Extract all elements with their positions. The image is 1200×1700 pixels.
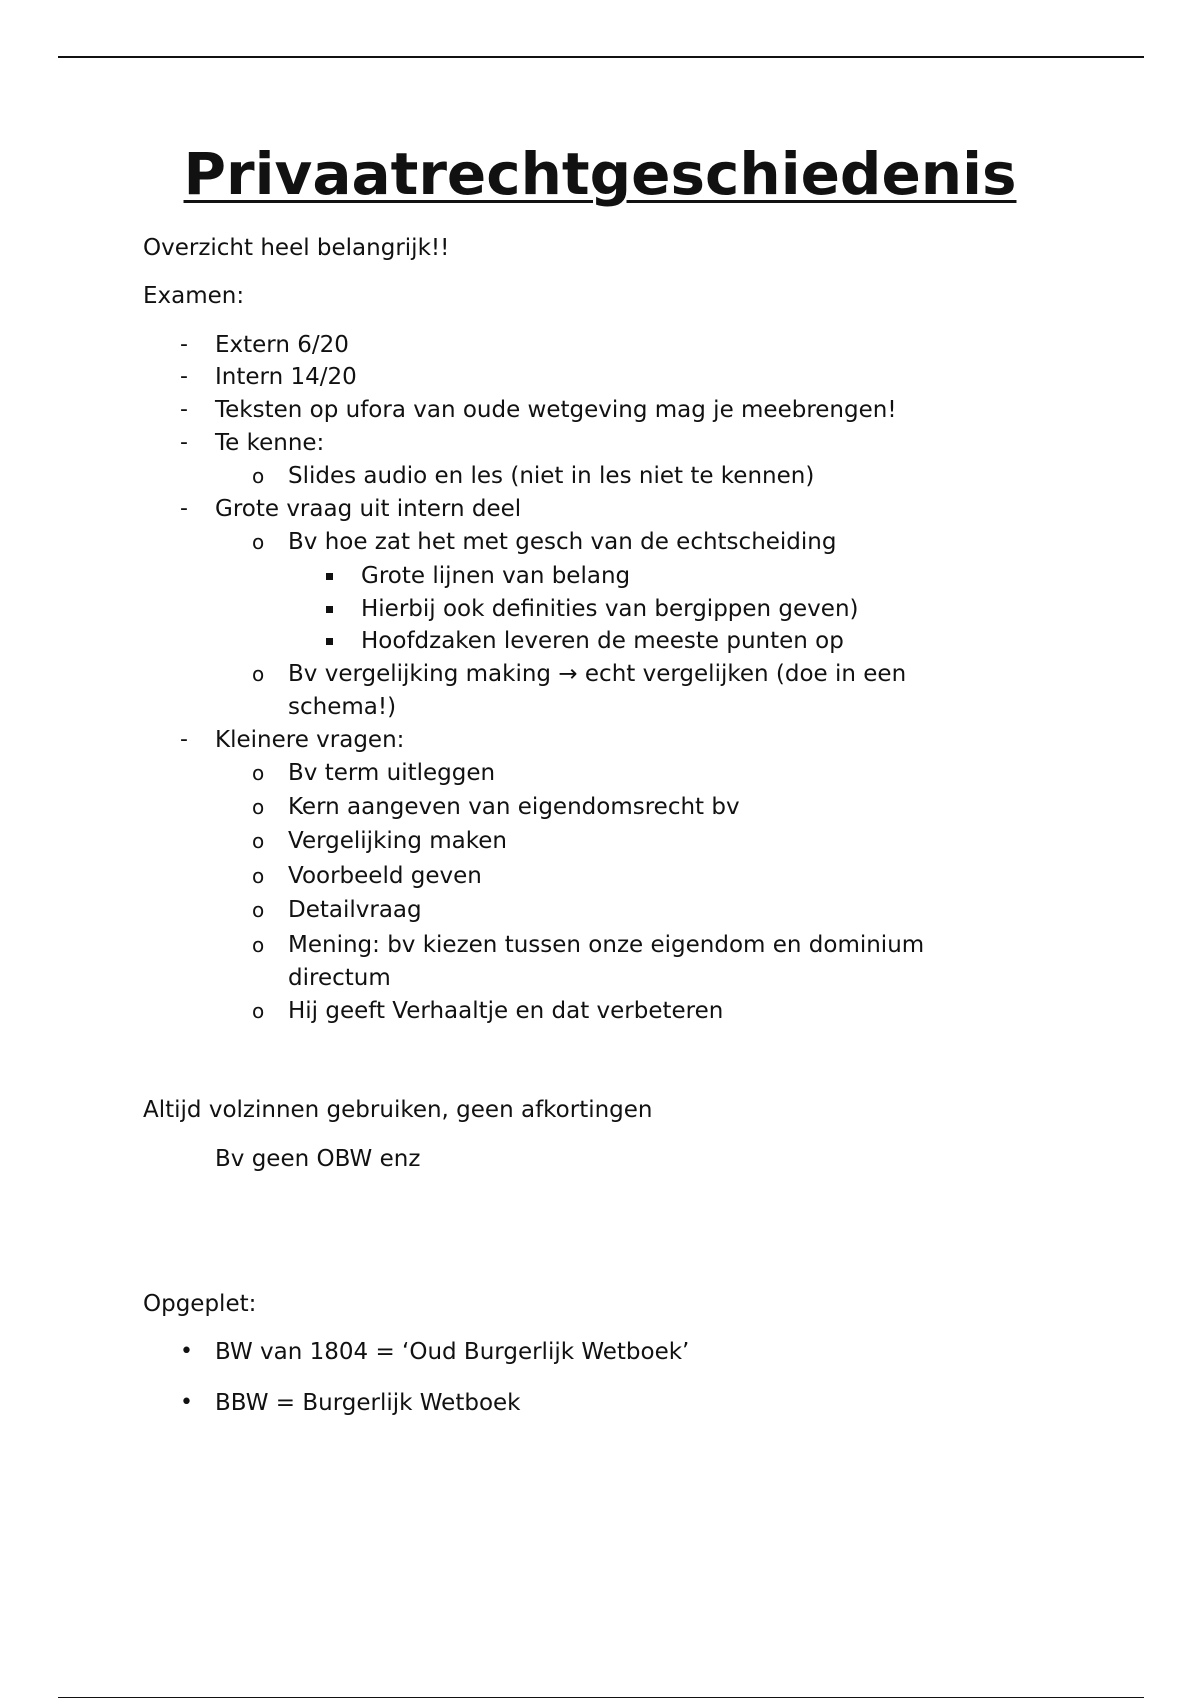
sub-item-verhaaltje: Hij geeft Verhaaltje en dat verbeteren xyxy=(288,998,724,1024)
circle-marker: o xyxy=(252,795,265,819)
sub-item-vergelijking-cont: schema!) xyxy=(288,694,397,720)
bullet-marker: • xyxy=(180,1390,193,1415)
circle-marker: o xyxy=(252,864,265,888)
intro-text: Overzicht heel belangrijk!! xyxy=(143,235,450,261)
circle-marker: o xyxy=(252,898,265,922)
circle-marker: o xyxy=(252,761,265,785)
dash-marker: - xyxy=(180,364,188,389)
subsub-item-hoofdzaken: Hoofdzaken leveren de meeste punten op xyxy=(361,628,844,654)
sub-item-vergelijking: Bv vergelijking making → echt vergelijken (doe in een xyxy=(288,661,907,687)
header-rule xyxy=(58,56,1144,58)
circle-marker: o xyxy=(252,662,265,686)
opgeplet-item-bbw: BBW = Burgerlijk Wetboek xyxy=(215,1390,521,1416)
list-item-teksten: Teksten op ufora van oude wetgeving mag je meebrengen! xyxy=(215,397,897,423)
opgeplet-item-bw: BW van 1804 = ‘Oud Burgerlijk Wetboek’ xyxy=(215,1339,690,1365)
circle-marker: o xyxy=(252,933,265,957)
square-bullet-icon xyxy=(326,573,333,580)
list-item-te-kenne: Te kenne: xyxy=(215,430,325,456)
sub-item-voorbeeld: Voorbeeld geven xyxy=(288,863,482,889)
exam-heading: Examen: xyxy=(143,283,245,309)
bullet-marker: • xyxy=(180,1339,193,1364)
page-title: Privaatrechtgeschiedenis xyxy=(183,140,1017,208)
sub-item-mening-cont: directum xyxy=(288,965,391,991)
dash-marker: - xyxy=(180,727,188,752)
sub-item-vergelijking-maken: Vergelijking maken xyxy=(288,828,507,854)
list-item-extern: Extern 6/20 xyxy=(215,332,349,358)
sub-item-slides: Slides audio en les (niet in les niet te kennen) xyxy=(288,463,815,489)
subsub-item-definities: Hierbij ook definities van bergippen geven) xyxy=(361,596,859,622)
volzinnen-example: Bv geen OBW enz xyxy=(215,1146,421,1172)
dash-marker: - xyxy=(180,430,188,455)
circle-marker: o xyxy=(252,464,265,488)
circle-marker: o xyxy=(252,530,265,554)
opgeplet-heading: Opgeplet: xyxy=(143,1291,257,1317)
square-bullet-icon xyxy=(326,638,333,645)
volzinnen-text: Altijd volzinnen gebruiken, geen afkortingen xyxy=(143,1097,653,1123)
list-item-kleinere-vragen: Kleinere vragen: xyxy=(215,727,405,753)
sub-item-echtscheiding: Bv hoe zat het met gesch van de echtscheiding xyxy=(288,529,837,555)
dash-marker: - xyxy=(180,332,188,357)
sub-item-mening: Mening: bv kiezen tussen onze eigendom en dominium xyxy=(288,932,925,958)
square-bullet-icon xyxy=(326,606,333,613)
sub-item-detailvraag: Detailvraag xyxy=(288,897,422,923)
list-item-grote-vraag: Grote vraag uit intern deel xyxy=(215,496,522,522)
dash-marker: - xyxy=(180,397,188,422)
dash-marker: - xyxy=(180,496,188,521)
list-item-intern: Intern 14/20 xyxy=(215,364,357,390)
circle-marker: o xyxy=(252,999,265,1023)
sub-item-kern: Kern aangeven van eigendomsrecht bv xyxy=(288,794,740,820)
sub-item-term: Bv term uitleggen xyxy=(288,760,496,786)
footer-rule xyxy=(58,1697,1144,1698)
circle-marker: o xyxy=(252,829,265,853)
subsub-item-lijnen: Grote lijnen van belang xyxy=(361,563,631,589)
